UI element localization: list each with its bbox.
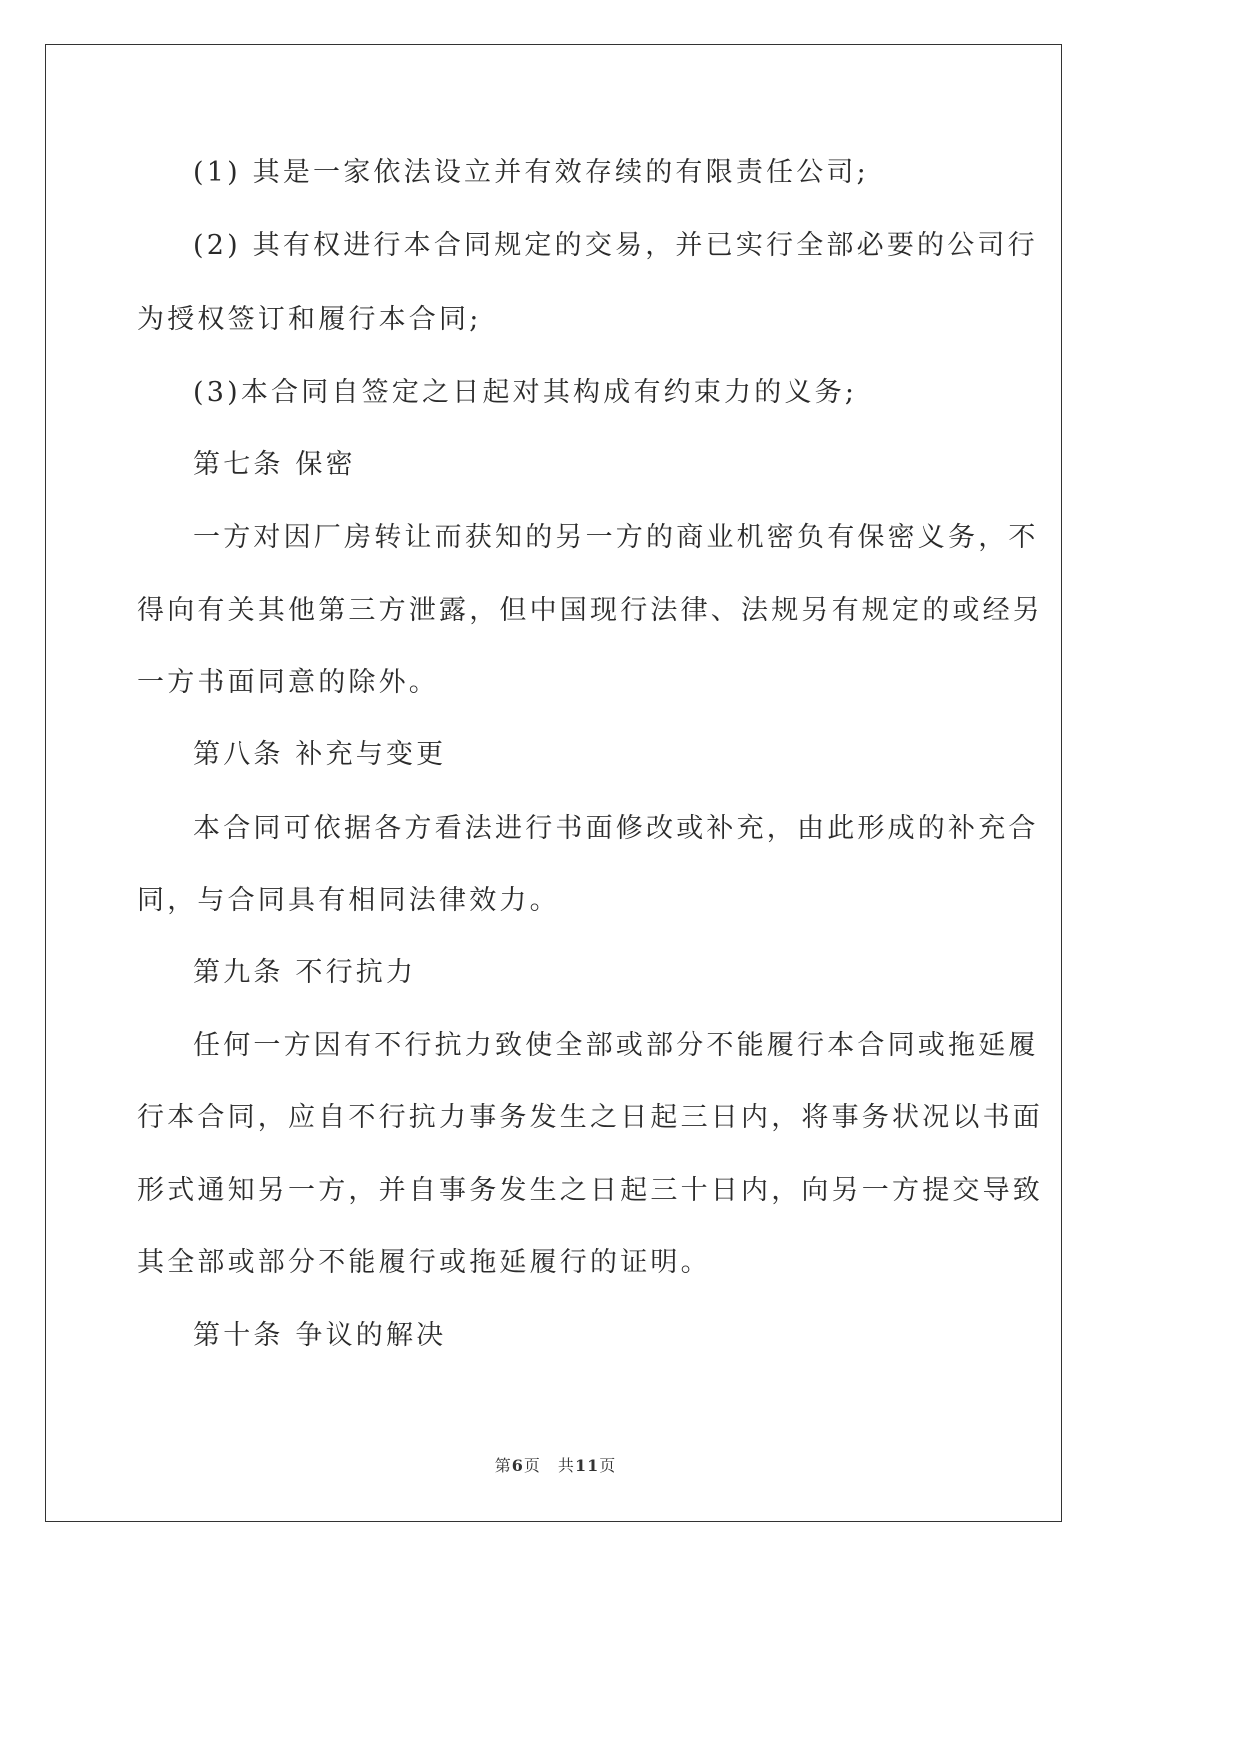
section-heading: 第七条 保密 [193,449,356,480]
text-line: 形式通知另一方，并自事务发生之日起三十日内，向另一方提交导致 [137,1175,1043,1206]
page-border [45,44,1062,1522]
section-heading: 第十条 争议的解决 [193,1320,447,1351]
text-line: (3)本合同自签定之日起对其构成有约束力的义务; [193,377,858,408]
page-footer [0,1453,1111,1476]
text-line: (1) 其是一家依法设立并有效存续的有限责任公司; [193,157,869,188]
text-line: 同，与合同具有相同法律效力。 [137,885,560,916]
text-line: 得向有关其他第三方泄露，但中国现行法律、法规另有规定的或经另 [137,595,1043,626]
footer-page-current: 6 [511,1456,524,1475]
footer-page-total: 11 [574,1456,600,1475]
text-line: 任何一方因有不行抗力致使全部或部分不能履行本合同或拖延履 [193,1030,1039,1061]
footer-page-mid: 页 共 [523,1456,575,1475]
section-heading: 第九条 不行抗力 [193,957,417,988]
text-line: 本合同可依据各方看法进行书面修改或补充，由此形成的补充合 [193,813,1039,844]
text-line: (2) 其有权进行本合同规定的交易，并已实行全部必要的公司行 [193,230,1038,261]
text-line: 一方对因厂房转让而获知的另一方的商业机密负有保密义务，不 [193,522,1039,553]
text-line: 其全部或部分不能履行或拖延履行的证明。 [137,1247,711,1278]
text-line: 为授权签订和履行本合同; [137,304,482,335]
section-heading: 第八条 补充与变更 [193,739,447,770]
footer-page-suffix: 页 [599,1456,617,1475]
footer-page-prefix: 第 [494,1456,512,1475]
text-line: 行本合同，应自不行抗力事务发生之日起三日内，将事务状况以书面 [137,1102,1043,1133]
text-line: 一方书面同意的除外。 [137,667,439,698]
